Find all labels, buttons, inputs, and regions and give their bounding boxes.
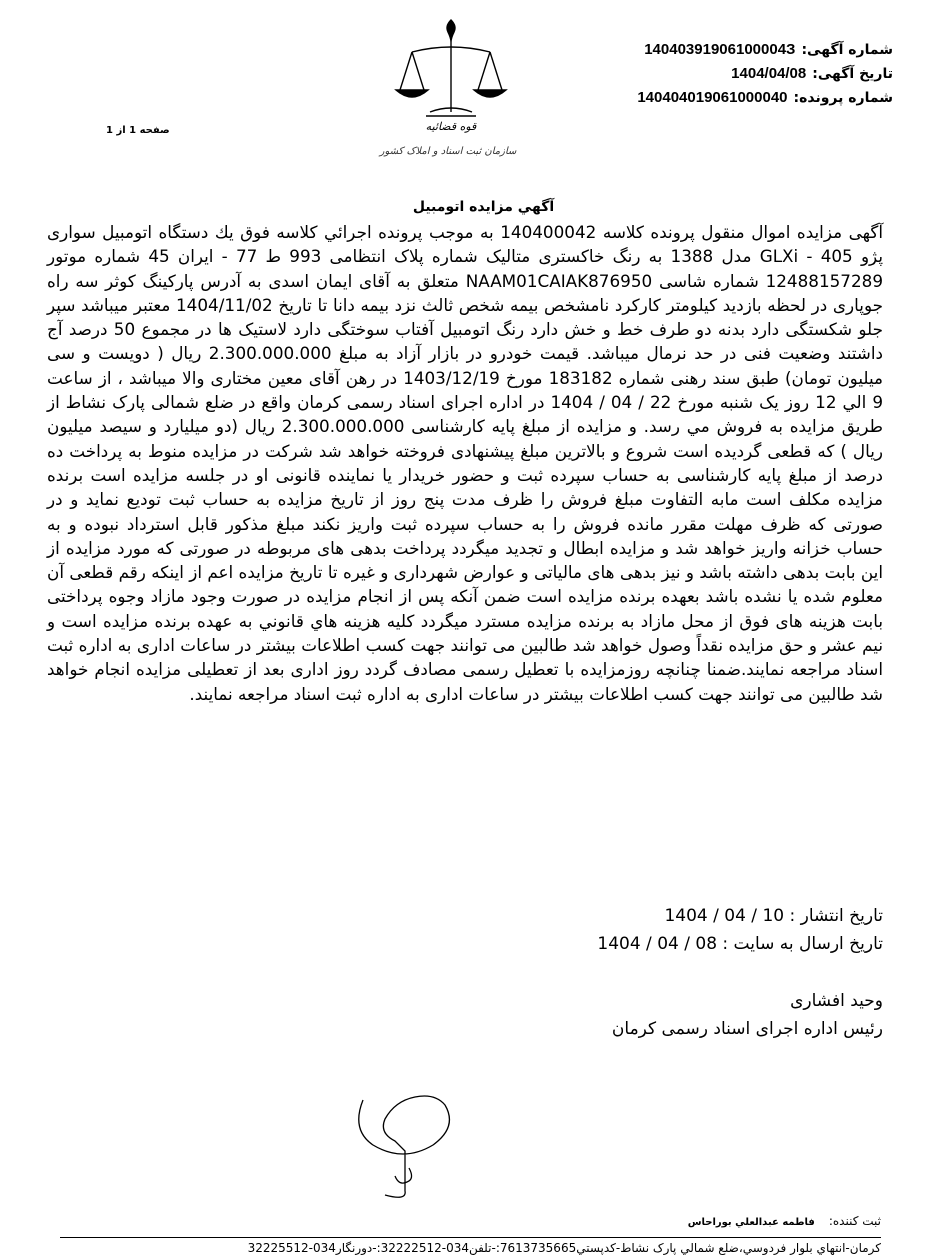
notice-paragraph: آگهی مزایده اموال منقول پرونده کلاسه 140400042 به موجب پرونده اجرائي كلاسه فوق يك دستگاه اتومبيل سواری پژو 405 - GLXi مدل 1388 به رنگ خاکستری متالیک شماره پلاک انتظامی 993 ط 77 - ایران 45 شماره موتور 12488157289 شماره شاسی NAAM01CAIAK876950 متعلق به آقای ایمان اسدی به آدرس پارکینگ کوثر سه راه جوپاری در لحظه بازدید کیلومتر کارکرد نامشخص بیمه شخص ثالث نزد بیمه دانا تا تاریخ 1404/11/02 معتبر میباشد سپر جلو شکستگی دارد بدنه دو طرف خط و خش دارد رنگ اتومبیل آفتاب سوختگی دارد لاستیک ها در مجموع 50 درصد آج داشتند وضعیت فنی در حد نرمال میباشد. قیمت خودرو در بازار آزاد به مبلغ 2.300.000.000 ريال ( دويست و سی ميليون تومان) طبق سند رهنی شماره 183182 مورخ 1403/12/19 در رهن آقای معین مختاری والا میباشد ، از ساعت 9 الي 12 روز یک شنبه مورخ 22 / 04 / 1404 در اداره اجرای اسناد رسمی کرمان واقع در ضلع شمالی پارک نشاط از طريق مزايده به فروش مي رسد. و مزايده از مبلغ پایه کارشناسی 2.300.000.000 ریال (دو میلیارد و سیصد میلیون ریال ) که قطعی گردیده است شروع و بالاترين مبلغ پيشنهادی فروخته خواهد شد شرکت در مزایده منوط به پرداخت ده درصد از مبلغ پایه کارشناسی به حساب سپرده ثبت و حضور خریدار یا نماینده قانونی او در جلسه مزایده است برنده مزایده مکلف است مابه التفاوت مبلغ فروش را ظرف مدت پنج روز از تاریخ مزایده به حساب ثبت تودیع نماید و در صورتی که ظرف مهلت مقرر مانده فروش را به حساب سپرده ثبت واریز نکند مبلغ مذکور قابل استرداد نبوده و به حساب خزانه واریز خواهد شد و مزایده ابطال و تجدید میگردد پرداخت بدهی های مربوطه در صورتی که مورد مزایده از این بابت بدهی داشته باشد و نیز بدهی های مالیاتی و عوارض شهرداری و غیره تا تاریخ مزایده اعم از اینکه رقم قطعی آن معلوم شده یا نشده باشد بعهده برنده مزایده است ضمن آنکه پس از انجام مزایده در صورت وجود مازاد وجوه پرداختی بابت هزینه های فوق از محل مازاد به برنده مزایده مسترد میگردد کلیه هزینه هاي قانوني به عهده برنده مزايده است و نیم عشر و حق مزایده نقداً وصول خواهد شد طالبين می توانند جهت کسب اطلاعات بیشتر در ساعات اداری به اداره ثبت اسناد مراجعه نمایند.ضمنا چنانچه روزمزایده با تعطیل رسمی مصادف گردد روز اداری بعد از تعطیلی مزایده انجام خواهد شد طالبين می توانند جهت کسب اطلاعات بیشتر در ساعات اداری به اداره ثبت اسناد مراجعه نمایند. [47, 222, 884, 704]
registrar-info [688, 1214, 881, 1228]
signer-position: رئیس اداره اجرای اسناد رسمی کرمان [611, 1019, 883, 1039]
footer-divider [60, 1237, 881, 1238]
file-number-row [593, 86, 893, 110]
site-submit-date: تاريخ ارسال به سایت : 08 / 04 / 1404 [597, 934, 883, 954]
file-number-label: شماره پرونده: [793, 90, 893, 106]
scales-of-justice-icon [360, 12, 540, 162]
notice-number: 14040391906100004З [644, 41, 796, 58]
notice-title: آگهي مزايده اتومبيل [412, 199, 555, 215]
registrar-label: ثبت کننده: [828, 1214, 881, 1228]
notice-date-label: تاریخ آگهی: [812, 66, 893, 82]
office-address: کرمان-انتهاي بلوار فردوسي،ضلع شمالي پارک نشاط-کدپستي7613735665:-تلفن034-32222512:-دورنگار034-32225512 [247, 1241, 881, 1255]
dates-block [47, 902, 883, 958]
notice-body [47, 220, 883, 706]
signer-name: وحید افشاری [790, 991, 883, 1011]
notice-number-label: شماره آگهی: [801, 42, 893, 58]
signer-block [47, 987, 883, 1043]
registrar-name: فاطمه عبدالعلي بوراحاس [687, 1217, 815, 1228]
judiciary-logo [360, 12, 540, 162]
page-number: صفحه 1 از 1 [106, 125, 170, 136]
handwritten-signature [345, 1080, 495, 1200]
notice-date-row [593, 62, 893, 86]
notice-date: 1404/04/08 [731, 65, 807, 82]
file-number: 140404019061000040 [637, 89, 788, 106]
svg-text:سازمان ثبت اسناد و املاک کشور: سازمان ثبت اسناد و املاک کشور [379, 146, 517, 157]
svg-text:قوه قضائیه: قوه قضائیه [425, 120, 477, 133]
publish-date: تاريخ انتشار : 10 / 04 / 1404 [664, 906, 883, 926]
notice-metadata [593, 38, 893, 110]
notice-number-row [593, 38, 893, 62]
signature-icon [345, 1080, 495, 1200]
